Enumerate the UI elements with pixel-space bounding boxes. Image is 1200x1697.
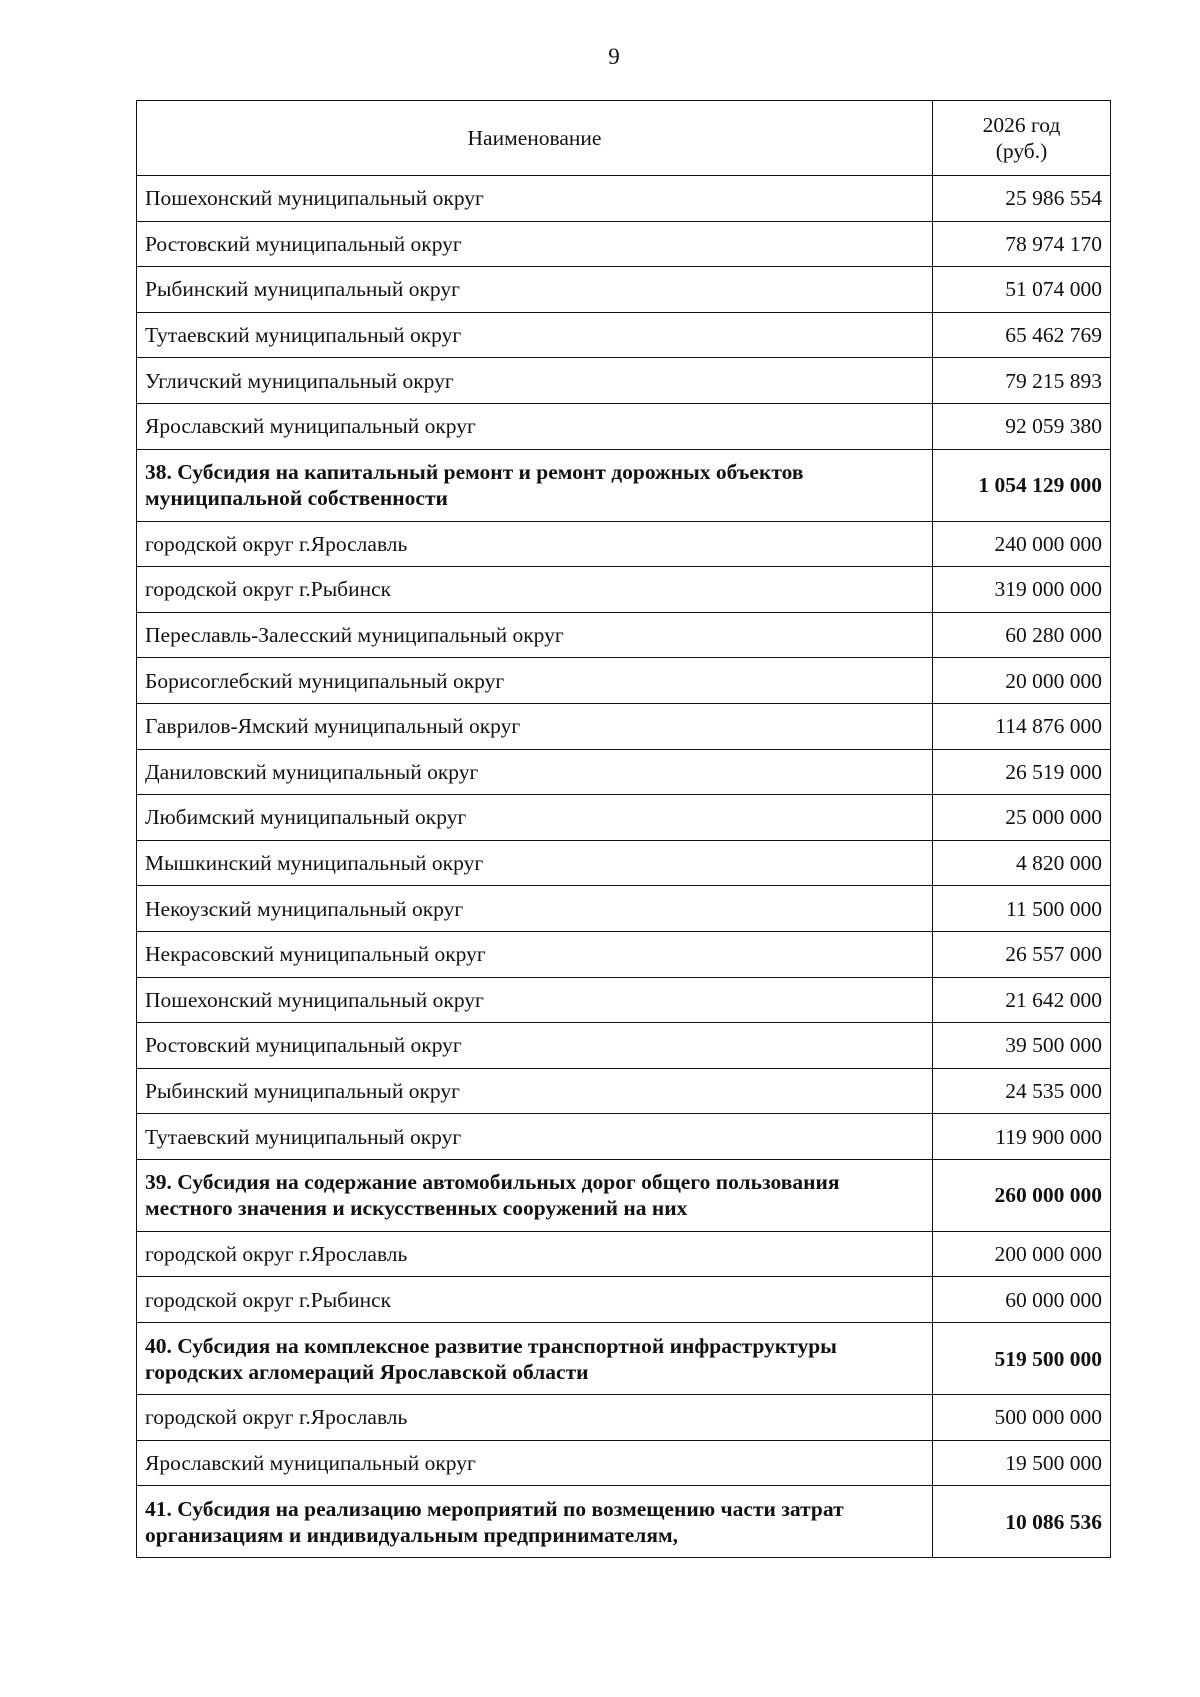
table-header-row: [137, 101, 1111, 176]
row-amount: 79 215 893: [933, 358, 1111, 404]
row-name: городской округ г.Рыбинск: [137, 1277, 933, 1323]
table-row: [137, 567, 1111, 613]
row-amount: 119 900 000: [933, 1114, 1111, 1160]
table-row: [137, 1068, 1111, 1114]
table-row: [137, 1231, 1111, 1277]
row-name: Пошехонский муниципальный округ: [137, 977, 933, 1023]
column-header-unit: (руб.): [995, 139, 1048, 163]
row-amount: 65 462 769: [933, 312, 1111, 358]
row-amount: 319 000 000: [933, 567, 1111, 613]
budget-table: [136, 100, 1111, 1558]
row-amount: 114 876 000: [933, 703, 1111, 749]
row-amount: 51 074 000: [933, 267, 1111, 313]
row-name: Некоузский муниципальный округ: [137, 886, 933, 932]
section-title: 40. Субсидия на комплексное развитие транспортной инфраструктуры городских агломераций Ярославской области: [137, 1323, 933, 1395]
section-total: 260 000 000: [933, 1159, 1111, 1231]
row-name: Переславль-Залесский муниципальный округ: [137, 612, 933, 658]
row-amount: 60 000 000: [933, 1277, 1111, 1323]
table-row: [137, 658, 1111, 704]
row-name: Некрасовский муниципальный округ: [137, 931, 933, 977]
table-row: [137, 312, 1111, 358]
row-name: Рыбинский муниципальный округ: [137, 1068, 933, 1114]
table-row: [137, 795, 1111, 841]
row-name: Угличский муниципальный округ: [137, 358, 933, 404]
table-row: [137, 1023, 1111, 1069]
page-number: 9: [608, 44, 620, 69]
table-row: [137, 1395, 1111, 1441]
row-amount: 4 820 000: [933, 840, 1111, 886]
row-name: Ростовский муниципальный округ: [137, 1023, 933, 1069]
row-name: Гаврилов-Ямский муниципальный округ: [137, 703, 933, 749]
column-header-year: 2026 год: [982, 113, 1061, 137]
row-amount: 11 500 000: [933, 886, 1111, 932]
row-name: Тутаевский муниципальный округ: [137, 1114, 933, 1160]
row-amount: 24 535 000: [933, 1068, 1111, 1114]
table-row: [137, 1277, 1111, 1323]
table-row: [137, 176, 1111, 222]
table-body: [137, 176, 1111, 1558]
table-row: [137, 749, 1111, 795]
table-row: [137, 1440, 1111, 1486]
table-row: [137, 886, 1111, 932]
row-amount: 19 500 000: [933, 1440, 1111, 1486]
table-row: [137, 403, 1111, 449]
row-amount: 500 000 000: [933, 1395, 1111, 1441]
row-amount: 39 500 000: [933, 1023, 1111, 1069]
row-name: Борисоглебский муниципальный округ: [137, 658, 933, 704]
section-title: 39. Субсидия на содержание автомобильных дорог общего пользования местного значения и искусственных сооружений на них: [137, 1159, 933, 1231]
section-row: [137, 1159, 1111, 1231]
section-row: [137, 449, 1111, 521]
column-header-name: Наименование: [137, 101, 933, 176]
row-name: Тутаевский муниципальный округ: [137, 312, 933, 358]
row-name: городской округ г.Ярославль: [137, 1231, 933, 1277]
row-amount: 25 986 554: [933, 176, 1111, 222]
table-row: [137, 221, 1111, 267]
table-row: [137, 931, 1111, 977]
row-name: Ростовский муниципальный округ: [137, 221, 933, 267]
row-name: Пошехонский муниципальный округ: [137, 176, 933, 222]
row-name: Рыбинский муниципальный округ: [137, 267, 933, 313]
section-total: 1 054 129 000: [933, 449, 1111, 521]
row-name: Даниловский муниципальный округ: [137, 749, 933, 795]
section-total: 10 086 536: [933, 1486, 1111, 1558]
row-name: Мышкинский муниципальный округ: [137, 840, 933, 886]
section-title: 41. Субсидия на реализацию мероприятий по возмещению части затрат организациям и индивидуальным предпринимателям,: [137, 1486, 933, 1558]
section-row: [137, 1486, 1111, 1558]
row-name: городской округ г.Рыбинск: [137, 567, 933, 613]
section-title: 38. Субсидия на капитальный ремонт и ремонт дорожных объектов муниципальной собственности: [137, 449, 933, 521]
section-row: [137, 1323, 1111, 1395]
row-amount: 78 974 170: [933, 221, 1111, 267]
section-total: 519 500 000: [933, 1323, 1111, 1395]
row-amount: 92 059 380: [933, 403, 1111, 449]
table-row: [137, 977, 1111, 1023]
row-name: Любимский муниципальный округ: [137, 795, 933, 841]
row-amount: 25 000 000: [933, 795, 1111, 841]
table-row: [137, 703, 1111, 749]
row-amount: 20 000 000: [933, 658, 1111, 704]
row-name: Ярославский муниципальный округ: [137, 403, 933, 449]
column-header-amount: [933, 101, 1111, 176]
row-amount: 26 519 000: [933, 749, 1111, 795]
row-name: городской округ г.Ярославль: [137, 1395, 933, 1441]
table-row: [137, 267, 1111, 313]
table-row: [137, 840, 1111, 886]
table-row: [137, 612, 1111, 658]
row-amount: 200 000 000: [933, 1231, 1111, 1277]
row-amount: 21 642 000: [933, 977, 1111, 1023]
row-name: городской округ г.Ярославль: [137, 521, 933, 567]
table-row: [137, 521, 1111, 567]
row-name: Ярославский муниципальный округ: [137, 1440, 933, 1486]
table-row: [137, 1114, 1111, 1160]
row-amount: 26 557 000: [933, 931, 1111, 977]
table-row: [137, 358, 1111, 404]
row-amount: 60 280 000: [933, 612, 1111, 658]
row-amount: 240 000 000: [933, 521, 1111, 567]
